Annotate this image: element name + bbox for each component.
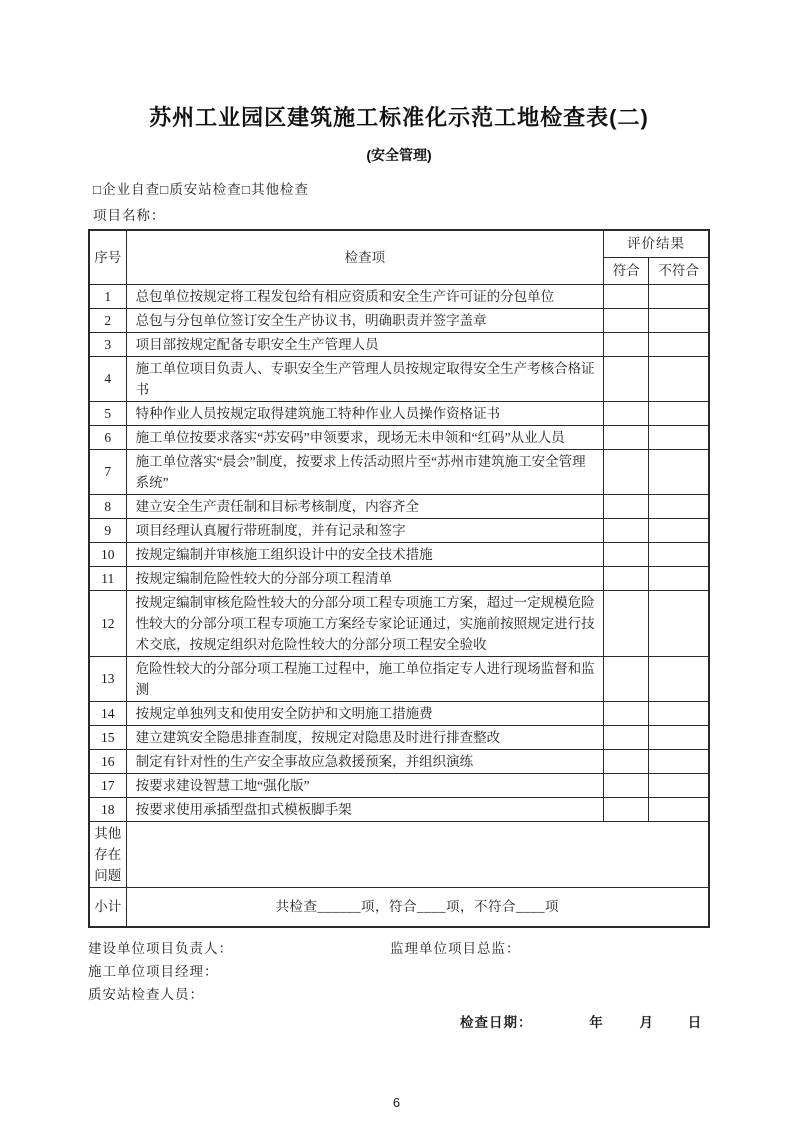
pass-cell [604,518,649,542]
fail-cell [649,701,709,725]
row-item: 总包单位按规定将工程发包给有相应资质和安全生产许可证的分包单位 [126,284,604,308]
table-row [89,797,709,821]
row-number: 14 [89,701,126,725]
document-sheet [88,0,710,1034]
row-item: 施工单位落实“晨会”制度，按要求上传活动照片至“苏州市建筑施工安全管理系统” [126,449,604,494]
fail-cell [649,284,709,308]
other-problems-cell [126,821,709,887]
row-number: 9 [89,518,126,542]
checklist-body [89,284,709,821]
table-row [89,356,709,401]
table-footer-rows [89,821,709,927]
fail-cell [649,449,709,494]
header-item: 检查项 [126,230,604,284]
fail-cell [649,542,709,566]
fail-cell [649,425,709,449]
row-number: 6 [89,425,126,449]
row-item: 项目部按规定配备专职安全生产管理人员 [126,332,604,356]
fail-cell [649,749,709,773]
table-row [89,284,709,308]
checkbox-icon: □ [160,182,170,197]
year-label: 年 [589,1015,604,1030]
pass-cell [604,797,649,821]
table-row [89,773,709,797]
other-problems-label: 其他存在问题 [89,821,126,887]
pass-cell [604,566,649,590]
row-item: 总包与分包单位签订安全生产协议书，明确职责并签字盖章 [126,308,604,332]
pass-cell [604,656,649,701]
pass-cell [604,542,649,566]
month-label: 月 [639,1015,655,1030]
pass-cell [604,356,649,401]
row-number: 2 [89,308,126,332]
header-no: 序号 [89,230,126,284]
row-number: 4 [89,356,126,401]
row-item: 制定有针对性的生产安全事故应急救援预案，并组织演练 [126,749,604,773]
table-row [89,449,709,494]
row-number: 1 [89,284,126,308]
subtotal-row [89,887,709,927]
row-item: 建立安全生产责任制和目标考核制度，内容齐全 [126,494,604,518]
table-row [89,332,709,356]
check-option [160,182,242,197]
table-row [89,425,709,449]
table-header [89,230,709,284]
row-item: 按要求建设智慧工地“强化版” [126,773,604,797]
contractor-pm-label: 施工单位项目经理： [88,964,219,979]
fail-cell [649,356,709,401]
row-number: 10 [89,542,126,566]
signature-block [88,937,710,1034]
fail-cell [649,518,709,542]
checkbox-icon: □ [93,182,103,197]
page-number: 6 [392,1095,401,1110]
check-option [242,182,309,197]
table-row [89,725,709,749]
table-row [89,494,709,518]
row-item: 特种作业人员按规定取得建筑施工特种作业人员操作资格证书 [126,401,604,425]
owner-rep-label: 建设单位项目负责人： [88,941,233,956]
row-number: 15 [89,725,126,749]
inspector-label: 质安站检查人员： [88,987,204,1002]
pass-cell [604,401,649,425]
date-label: 检查日期： [460,1015,533,1030]
row-number: 18 [89,797,126,821]
pass-cell [604,749,649,773]
table-row [89,749,709,773]
header-fail: 不符合 [649,257,709,284]
check-option-label: 其他检查 [250,182,309,197]
row-item: 项目经理认真履行带班制度，并有记录和签字 [126,518,604,542]
table-row [89,656,709,701]
header-pass: 符合 [604,257,649,284]
table-row [89,566,709,590]
pass-cell [604,725,649,749]
header-result: 评价结果 [604,230,709,257]
row-item: 按要求使用承插型盘扣式模板脚手架 [126,797,604,821]
check-option-label: 质安站检查 [169,182,242,197]
table-row [89,590,709,656]
pass-cell [604,284,649,308]
subtotal-label: 小计 [89,887,126,927]
pass-cell [604,773,649,797]
row-number: 8 [89,494,126,518]
page-title: 苏州工业园区建筑施工标准化示范工地检查表(二) [149,105,649,130]
pass-cell [604,449,649,494]
supervisor-label: 监理单位项目总监： [390,941,521,956]
row-number: 5 [89,401,126,425]
row-number: 12 [89,590,126,656]
other-problems-row [89,821,709,887]
table-row [89,518,709,542]
fail-cell [649,494,709,518]
row-number: 11 [89,566,126,590]
fail-cell [649,773,709,797]
row-item: 建立建筑安全隐患排查制度，按规定对隐患及时进行排查整改 [126,725,604,749]
fail-cell [649,566,709,590]
row-item: 施工单位项目负责人、专职安全生产管理人员按规定取得安全生产考核合格证书 [126,356,604,401]
row-number: 7 [89,449,126,494]
project-name-label: 项目名称： [93,208,166,223]
row-item: 按规定编制危险性较大的分部分项工程清单 [126,566,604,590]
pass-cell [604,425,649,449]
page-subtitle: (安全管理) [366,147,432,163]
row-number: 16 [89,749,126,773]
table-row [89,701,709,725]
check-option [93,182,160,197]
fail-cell [649,401,709,425]
table-row [89,542,709,566]
fail-cell [649,797,709,821]
fail-cell [649,725,709,749]
row-number: 17 [89,773,126,797]
checkbox-icon: □ [241,182,251,197]
subtotal-text: 共检查______项，符合____项，不符合____项 [126,887,709,927]
row-item: 按规定单独列支和使用安全防护和文明施工措施费 [126,701,604,725]
pass-cell [604,308,649,332]
row-item: 按规定编制并审核施工组织设计中的安全技术措施 [126,542,604,566]
row-item: 施工单位按要求落实“苏安码”申领要求，现场无未申领和“红码”从业人员 [126,425,604,449]
check-type-line [88,178,710,198]
pass-cell [604,494,649,518]
fail-cell [649,656,709,701]
fail-cell [649,332,709,356]
row-item: 按规定编制审核危险性较大的分部分项工程专项施工方案，超过一定规模危险性较大的分部分项工程专项施工方案经专家论证通过，实施前按照规定进行技术交底，按规定组织对危险性较大的分部分项工程安全验收 [126,590,604,656]
row-number: 13 [89,656,126,701]
row-item: 危险性较大的分部分项工程施工过程中，施工单位指定专人进行现场监督和监测 [126,656,604,701]
row-number: 3 [89,332,126,356]
table-row [89,401,709,425]
inspection-table [88,229,710,928]
pass-cell [604,701,649,725]
fail-cell [649,308,709,332]
check-option-label: 企业自查 [102,182,161,197]
table-row [89,308,709,332]
day-label: 日 [687,1015,703,1030]
pass-cell [604,332,649,356]
pass-cell [604,590,649,656]
inspection-date-line [88,1011,710,1034]
fail-cell [649,590,709,656]
